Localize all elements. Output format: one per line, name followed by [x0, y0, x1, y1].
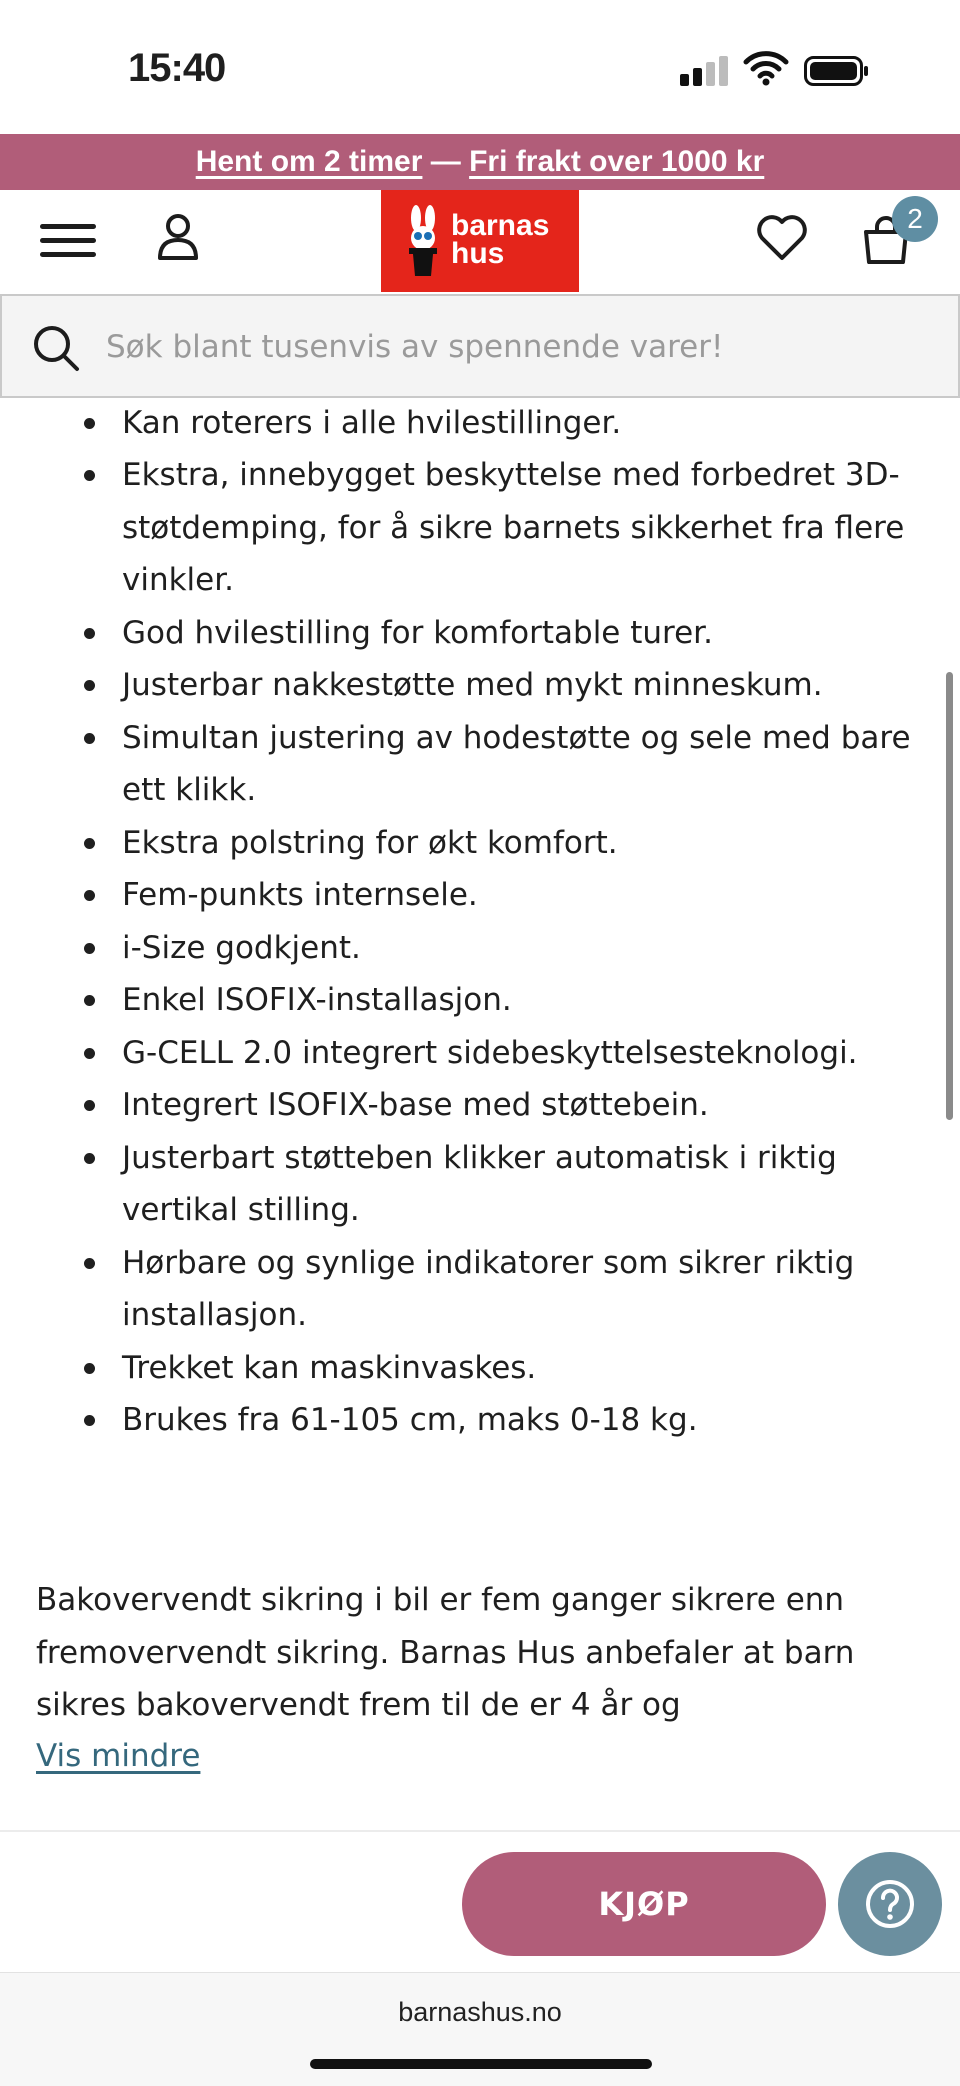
description-text: Bakovervendt sikring i bil er fem ganger sikrere enn fremovervendt sikring. Barnas Hus anbefaler at barn sikres bakovervendt frem til de er 4 år og: [36, 1582, 855, 1723]
browser-url-bar: [0, 1972, 960, 2086]
site-header: [0, 190, 960, 294]
user-icon[interactable]: [156, 212, 200, 262]
search-icon: [32, 324, 80, 372]
scrollbar[interactable]: [946, 672, 953, 1120]
promo-banner: [0, 134, 960, 190]
logo[interactable]: [381, 190, 579, 292]
logo-text: barnas hus: [451, 209, 550, 270]
feature-list: [0, 344, 960, 1447]
search-input[interactable]: [106, 314, 926, 380]
feature-item: Integrert ISOFIX-base med støttebein.: [0, 1079, 960, 1132]
feature-item: God hvilestilling for komfortable turer.: [0, 607, 960, 660]
pickup-link[interactable]: Hent om 2 timer: [195, 145, 423, 178]
feature-item: Ekstra polstring for økt komfort.: [0, 817, 960, 870]
heart-icon[interactable]: [756, 214, 808, 262]
free-shipping-link[interactable]: Fri frakt over 1000 kr: [469, 145, 765, 178]
feature-item: i-Size godkjent.: [0, 922, 960, 975]
question-icon: [838, 1852, 942, 1956]
menu-icon[interactable]: [40, 218, 96, 262]
product-description: [0, 374, 960, 1830]
status-bar: [0, 0, 960, 134]
feature-item: Trekket kan maskinvaskes.: [0, 1342, 960, 1395]
search-bar: [0, 294, 960, 398]
feature-item: Enkel ISOFIX-installasjon.: [0, 974, 960, 1027]
help-button[interactable]: [838, 1852, 942, 1956]
feature-item: Justerbart støtteben klikker automatisk i riktig vertikal stilling.: [0, 1132, 960, 1237]
buy-button[interactable]: KJØP: [462, 1852, 826, 1956]
feature-item: Brukes fra 61-105 cm, maks 0-18 kg.: [0, 1394, 960, 1447]
signal-icon: [680, 56, 730, 86]
status-time: 15:40: [128, 46, 226, 90]
battery-icon: [804, 56, 870, 86]
feature-item: Ekstra, innebygget beskyttelse med forbedret 3D-støtdemping, for å sikre barnets sikkerhet fra flere vinkler.: [0, 449, 960, 607]
promo-separator: —: [430, 145, 461, 178]
show-less-link[interactable]: Vis mindre: [36, 1738, 201, 1774]
buy-bar: [0, 1830, 960, 1970]
feature-item: Fem-punkts internsele.: [0, 869, 960, 922]
feature-item: Kan roterers i alle hvilestillinger.: [0, 397, 960, 450]
feature-item: Simultan justering av hodestøtte og sele med bare ett klikk.: [0, 712, 960, 817]
home-indicator[interactable]: [310, 2059, 652, 2069]
feature-item: Justerbar nakkestøtte med mykt minneskum.: [0, 659, 960, 712]
bunny-hat-logo-icon: [403, 204, 443, 278]
url-text[interactable]: barnashus.no: [398, 1997, 562, 2027]
wifi-icon: [744, 50, 788, 86]
feature-item: Hørbare og synlige indikatorer som sikrer riktig installasjon.: [0, 1237, 960, 1342]
feature-item: G-CELL 2.0 integrert sidebeskyttelsesteknologi.: [0, 1027, 960, 1080]
cart-count-badge: 2: [892, 196, 938, 242]
